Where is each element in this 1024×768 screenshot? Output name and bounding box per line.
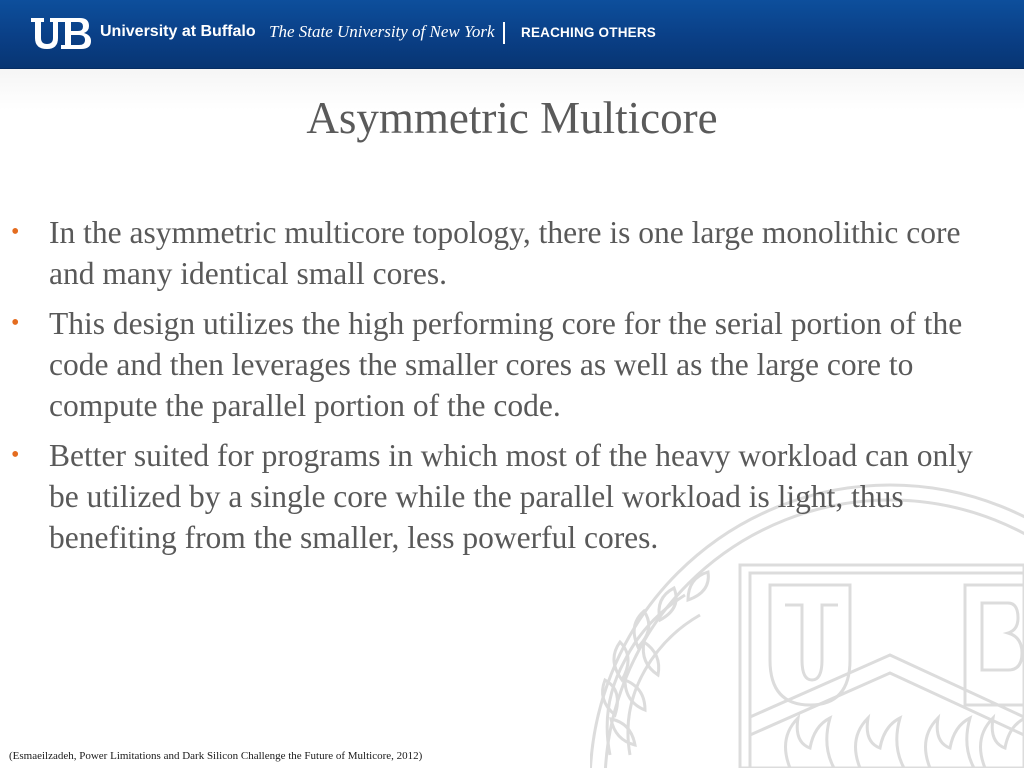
- ub-logo-icon[interactable]: [30, 16, 92, 52]
- bullet-icon: •: [11, 219, 20, 245]
- header-tagline: REACHING OTHERS: [521, 25, 657, 40]
- bullet-item: [0, 435, 975, 558]
- bullet-item: [0, 303, 975, 426]
- bullet-item: [0, 212, 975, 294]
- bullet-list: [0, 212, 1024, 567]
- bullet-text: In the asymmetric multicore topology, there is one large monolithic core and many identical small cores.: [49, 215, 961, 291]
- university-name: University at Buffalo: [100, 23, 256, 40]
- citation: (Esmaeilzadeh, Power Limitations and Dark Silicon Challenge the Future of Multicore, 2012): [9, 750, 423, 762]
- bullet-text: Better suited for programs in which most of the heavy workload can only be utilized by a single core while the parallel workload is light, thus benefiting from the smaller, less powerful cores.: [49, 438, 973, 555]
- slide-title: Asymmetric Multicore: [306, 93, 718, 143]
- university-subtitle: The State University of New York: [269, 22, 495, 41]
- bullet-text: This design utilizes the high performing core for the serial portion of the code and then leverages the smaller cores as well as the large core to compute the parallel portion of the code.: [49, 306, 963, 423]
- header-divider: [503, 22, 505, 44]
- header-bar: [0, 0, 1024, 69]
- bullet-icon: •: [11, 442, 20, 468]
- bullet-icon: •: [11, 310, 20, 336]
